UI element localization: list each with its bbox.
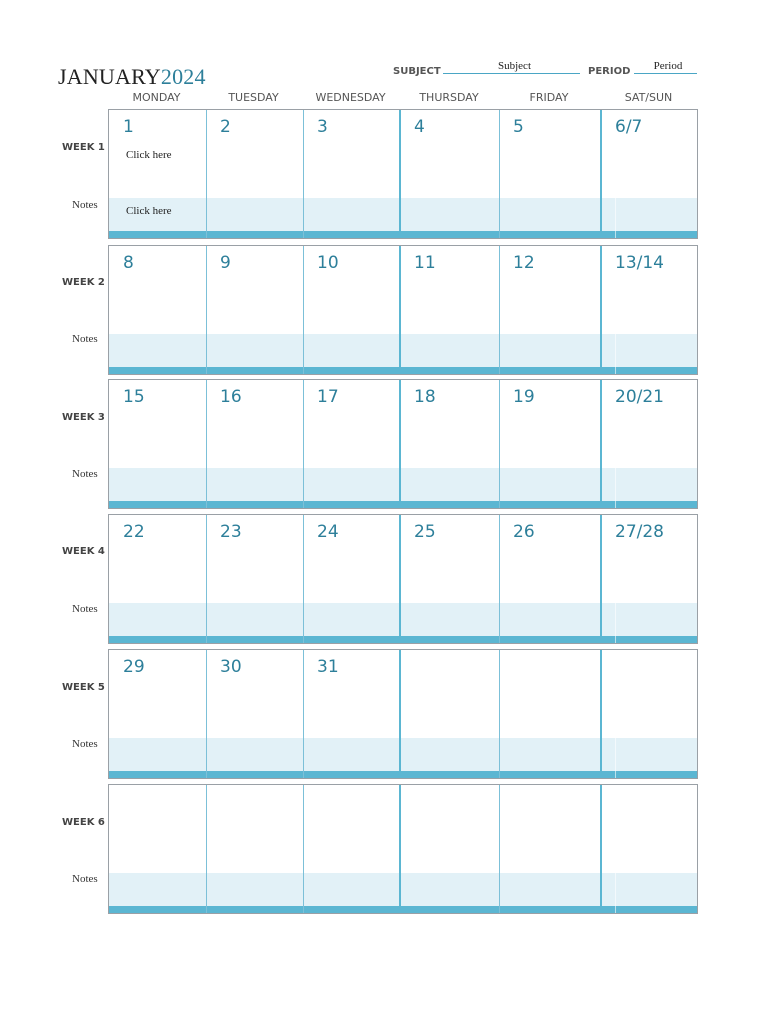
subject-field[interactable]: Subject xyxy=(498,60,531,72)
day-header-satsun: SAT/SUN xyxy=(624,91,673,104)
column-divider xyxy=(303,380,304,508)
notes-label: Notes xyxy=(72,873,98,885)
column-divider xyxy=(303,785,304,913)
column-divider xyxy=(600,246,602,374)
period-underline xyxy=(634,73,697,74)
notes-band[interactable] xyxy=(109,873,697,906)
column-divider xyxy=(399,110,401,238)
date-cell[interactable]: 31 xyxy=(317,657,339,677)
day-header-tuesday: TUESDAY xyxy=(228,91,279,104)
day-header-monday: MONDAY xyxy=(132,91,181,104)
column-divider xyxy=(600,515,602,643)
week-bottom-bar xyxy=(109,367,697,374)
date-cell[interactable]: 19 xyxy=(513,387,535,407)
month-label: JANUARY xyxy=(58,64,161,89)
column-divider xyxy=(399,515,401,643)
date-cell[interactable]: 4 xyxy=(414,117,425,137)
column-divider xyxy=(303,110,304,238)
date-cell[interactable]: 1 xyxy=(123,117,134,137)
date-cell[interactable]: 20/21 xyxy=(615,387,664,407)
week-label: WEEK 4 xyxy=(62,546,105,557)
column-divider xyxy=(600,380,602,508)
day-header-friday: FRIDAY xyxy=(529,91,569,104)
week-row-6 xyxy=(108,784,698,914)
date-cell[interactable]: 13/14 xyxy=(615,253,664,273)
column-divider xyxy=(600,650,602,778)
notes-label: Notes xyxy=(72,738,98,750)
column-divider xyxy=(499,515,500,643)
date-cell[interactable]: 26 xyxy=(513,522,535,542)
week-row-3 xyxy=(108,379,698,509)
click-here-notes-field[interactable]: Click here xyxy=(126,205,172,217)
notes-label: Notes xyxy=(72,603,98,615)
week-row-5 xyxy=(108,649,698,779)
column-divider xyxy=(303,246,304,374)
column-divider xyxy=(399,785,401,913)
column-divider xyxy=(615,785,616,913)
date-cell[interactable]: 16 xyxy=(220,387,242,407)
date-cell[interactable]: 6/7 xyxy=(615,117,643,137)
column-divider xyxy=(206,785,207,913)
date-cell[interactable]: 15 xyxy=(123,387,145,407)
date-cell[interactable]: 22 xyxy=(123,522,145,542)
date-cell[interactable]: 5 xyxy=(513,117,524,137)
notes-label: Notes xyxy=(72,199,98,211)
column-divider xyxy=(600,110,602,238)
notes-band[interactable] xyxy=(109,603,697,636)
week-bottom-bar xyxy=(109,501,697,508)
date-cell[interactable]: 23 xyxy=(220,522,242,542)
column-divider xyxy=(206,380,207,508)
date-cell[interactable]: 18 xyxy=(414,387,436,407)
date-cell[interactable]: 8 xyxy=(123,253,134,273)
week-label: WEEK 6 xyxy=(62,817,105,828)
date-cell[interactable]: 25 xyxy=(414,522,436,542)
column-divider xyxy=(499,650,500,778)
date-cell[interactable]: 12 xyxy=(513,253,535,273)
column-divider xyxy=(499,110,500,238)
column-divider xyxy=(499,785,500,913)
week-label: WEEK 3 xyxy=(62,412,105,423)
year-label: 2024 xyxy=(160,64,206,89)
column-divider xyxy=(600,785,602,913)
column-divider xyxy=(499,246,500,374)
column-divider xyxy=(499,380,500,508)
week-bottom-bar xyxy=(109,636,697,643)
week-label: WEEK 1 xyxy=(62,142,105,153)
week-row-4 xyxy=(108,514,698,644)
column-divider xyxy=(399,650,401,778)
column-divider xyxy=(399,380,401,508)
week-bottom-bar xyxy=(109,906,697,913)
subject-label: SUBJECT xyxy=(393,66,441,77)
notes-label: Notes xyxy=(72,333,98,345)
date-cell[interactable]: 9 xyxy=(220,253,231,273)
date-cell[interactable]: 27/28 xyxy=(615,522,664,542)
calendar-title xyxy=(58,64,206,90)
column-divider xyxy=(303,650,304,778)
date-cell[interactable]: 10 xyxy=(317,253,339,273)
notes-band[interactable] xyxy=(109,334,697,367)
date-cell[interactable]: 2 xyxy=(220,117,231,137)
notes-band[interactable] xyxy=(109,738,697,771)
date-cell[interactable]: 24 xyxy=(317,522,339,542)
date-cell[interactable]: 30 xyxy=(220,657,242,677)
date-cell[interactable]: 29 xyxy=(123,657,145,677)
date-cell[interactable]: 3 xyxy=(317,117,328,137)
date-cell[interactable]: 17 xyxy=(317,387,339,407)
column-divider xyxy=(206,515,207,643)
week-label: WEEK 5 xyxy=(62,682,105,693)
day-header-wednesday: WEDNESDAY xyxy=(315,91,386,104)
column-divider xyxy=(206,246,207,374)
week-bottom-bar xyxy=(109,771,697,778)
day-header-thursday: THURSDAY xyxy=(419,91,479,104)
week-label: WEEK 2 xyxy=(62,277,105,288)
column-divider xyxy=(303,515,304,643)
period-label: PERIOD xyxy=(588,66,631,77)
subject-underline xyxy=(443,73,580,74)
period-field[interactable]: Period xyxy=(653,60,683,72)
column-divider xyxy=(206,110,207,238)
notes-band[interactable] xyxy=(109,468,697,501)
week-bottom-bar xyxy=(109,231,697,238)
week-row-1 xyxy=(108,109,698,239)
column-divider xyxy=(206,650,207,778)
column-divider xyxy=(615,650,616,778)
week-row-2 xyxy=(108,245,698,375)
notes-label: Notes xyxy=(72,468,98,480)
date-cell[interactable]: 11 xyxy=(414,253,436,273)
column-divider xyxy=(399,246,401,374)
notes-band[interactable] xyxy=(109,198,697,231)
click-here-field[interactable]: Click here xyxy=(126,149,172,161)
